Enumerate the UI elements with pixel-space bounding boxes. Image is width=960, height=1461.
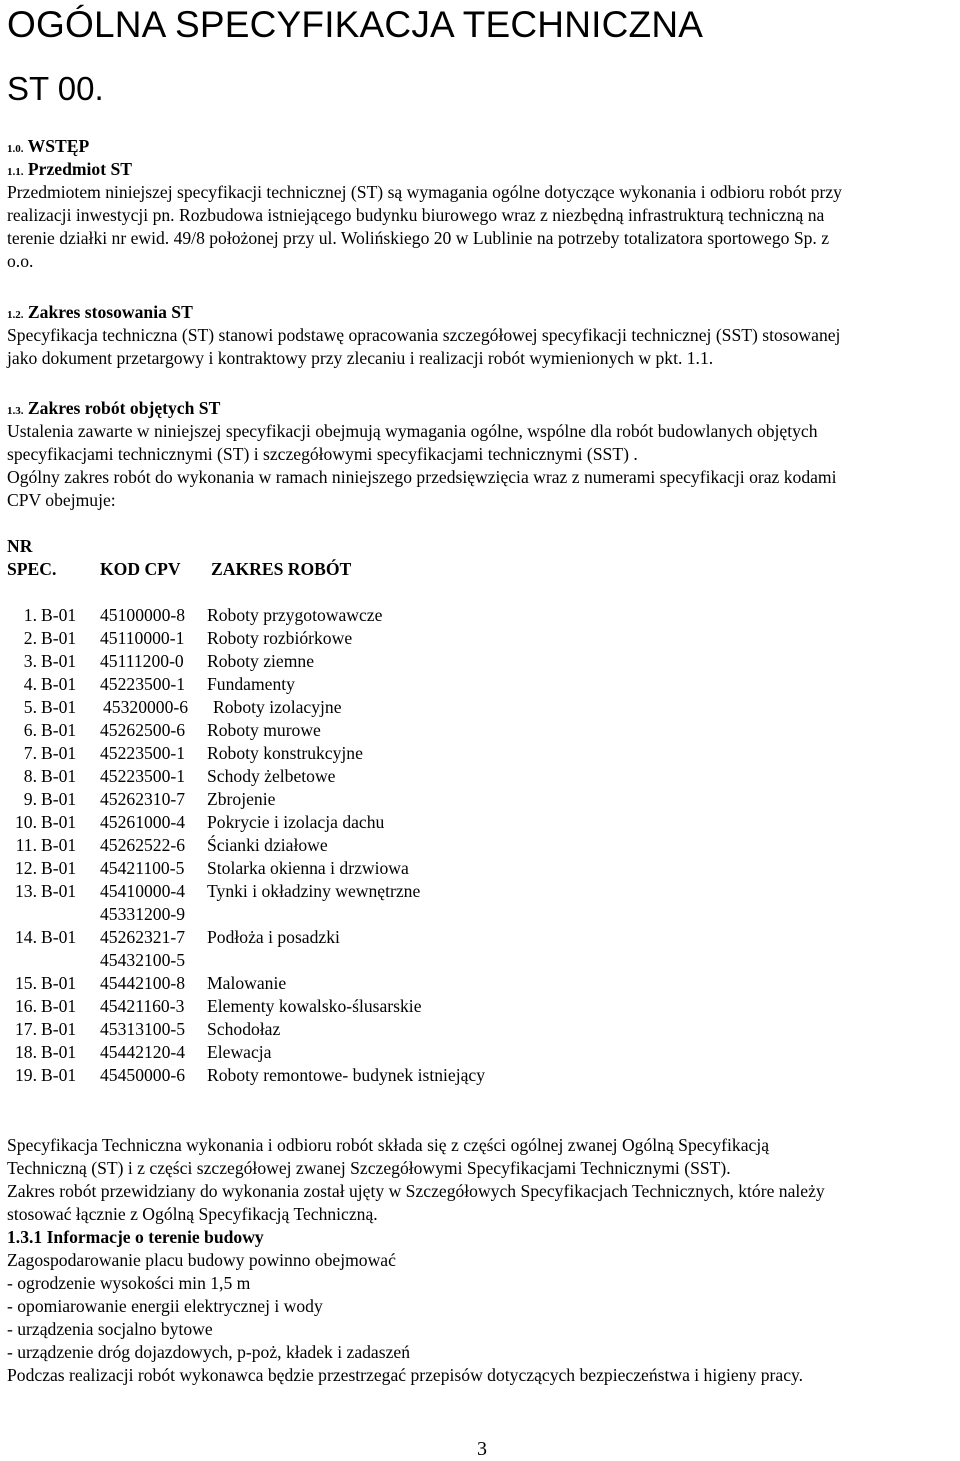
row-description: Podłoża i posadzki xyxy=(207,927,340,947)
row-number: 2. xyxy=(23,628,37,648)
list-item: - urządzenia socjalno bytowe xyxy=(7,1319,213,1339)
table-row xyxy=(7,696,607,719)
row-cpv-code: 45100000-8 xyxy=(100,605,186,625)
row-number: 13. xyxy=(15,881,37,901)
paragraph-line: Podczas realizacji robót wykonawca będzie przestrzegać przepisów dotyczących bezpieczeństwa i higieny pracy. xyxy=(7,1365,804,1385)
row-spec-code: B-01 xyxy=(41,812,77,832)
row-number: 8. xyxy=(23,766,37,786)
table-header-spec: SPEC. xyxy=(7,559,57,579)
row-cpv-code: 45421100-5 xyxy=(100,858,185,878)
table-row xyxy=(7,650,607,673)
section-number: 1.1. xyxy=(7,166,24,178)
section-label: Zakres robót objętych ST xyxy=(27,398,221,418)
page-number: 3 xyxy=(477,1438,487,1460)
list-item: - opomiarowanie energii elektrycznej i wody xyxy=(7,1296,323,1316)
row-description: Stolarka okienna i drzwiowa xyxy=(207,858,409,878)
structure-paragraph xyxy=(7,1134,955,1226)
row-spec-code: B-01 xyxy=(41,789,77,809)
row-spec-code: B-01 xyxy=(41,835,77,855)
table-row xyxy=(7,995,607,1018)
row-cpv-code: 45223500-1 xyxy=(100,743,186,763)
row-number: 5. xyxy=(23,697,37,717)
row-spec-code: B-01 xyxy=(41,697,77,717)
section-1-3-1-heading: 1.3.1 Informacje o terenie budowy xyxy=(7,1227,264,1247)
row-spec-code: B-01 xyxy=(41,1065,77,1085)
paragraph-line: specyfikacjami technicznymi (ST) i szczegółowymi specyfikacjami technicznymi (SST) . xyxy=(7,444,638,464)
row-number: 14. xyxy=(15,927,37,947)
section-label: WSTĘP xyxy=(27,136,90,156)
row-description: Schody żelbetowe xyxy=(207,766,336,786)
row-description: Pokrycie i izolacja dachu xyxy=(207,812,385,832)
row-cpv-code: 45223500-1 xyxy=(100,674,186,694)
row-number: 7. xyxy=(23,743,37,763)
row-cpv-code: 45450000-6 xyxy=(100,1065,186,1085)
row-description: Roboty przygotowawcze xyxy=(207,605,383,625)
table-row xyxy=(7,857,607,880)
table-row xyxy=(7,742,607,765)
table-row xyxy=(7,673,607,696)
section-number: 1.3. xyxy=(7,405,24,417)
section-label: Zakres stosowania ST xyxy=(27,302,193,322)
paragraph-line: CPV obejmuje: xyxy=(7,490,116,510)
table-row xyxy=(7,972,607,995)
row-spec-code: B-01 xyxy=(41,628,77,648)
row-spec-code: B-01 xyxy=(41,927,77,947)
row-number: 9. xyxy=(23,789,37,809)
table-row xyxy=(7,1064,607,1087)
table-row xyxy=(7,834,607,857)
paragraph-line: Zakres robót przewidziany do wykonania został ujęty w Szczegółowych Specyfikacjach Technicznych, które należy xyxy=(7,1181,825,1201)
row-description: Fundamenty xyxy=(207,674,295,694)
paragraph-line: Techniczną (ST) i z części szczegółowej zwanej Szczegółowymi Specyfikacjami Technicznymi (SST). xyxy=(7,1158,731,1178)
row-description: Roboty remontowe- budynek istniejący xyxy=(207,1065,486,1085)
section-1-3-1-body xyxy=(7,1249,955,1387)
paragraph-line: Specyfikacja techniczna (ST) stanowi podstawę opracowania szczegółowej specyfikacji technicznej (SST) stosowanej xyxy=(7,325,841,345)
row-number: 17. xyxy=(15,1019,37,1039)
table-row xyxy=(7,880,607,903)
row-cpv-code: 45320000-6 xyxy=(103,697,189,717)
row-spec-code: B-01 xyxy=(41,973,77,993)
table-row xyxy=(7,903,607,926)
row-description: Roboty izolacyjne xyxy=(213,697,342,717)
row-number: 3. xyxy=(23,651,37,671)
section-label: Przedmiot ST xyxy=(27,159,132,179)
row-cpv-code: 45331200-9 xyxy=(100,904,186,924)
paragraph-line: Ustalenia zawarte w niniejszej specyfikacji obejmują wymagania ogólne, wspólne dla robót budowlanych objętych xyxy=(7,421,818,441)
table-row xyxy=(7,1018,607,1041)
row-cpv-code: 45262522-6 xyxy=(100,835,186,855)
paragraph-line: terenie działki nr ewid. 49/8 położonej przy ul. Wolińskiego 20 w Lublinie na potrzeby totalizatora sportowego Sp. z xyxy=(7,228,830,248)
row-description: Roboty rozbiórkowe xyxy=(207,628,353,648)
row-description: Schodołaz xyxy=(207,1019,281,1039)
table-row xyxy=(7,949,607,972)
paragraph-line: realizacji inwestycji pn. Rozbudowa istniejącego budynku biurowego wraz z niezbędną infrastrukturą techniczną na xyxy=(7,205,825,225)
row-cpv-code: 45262500-6 xyxy=(100,720,186,740)
row-description: Zbrojenie xyxy=(207,789,276,809)
table-row xyxy=(7,926,607,949)
table-header-cpv: KOD CPV xyxy=(100,559,181,579)
section-number: 1.2. xyxy=(7,309,24,321)
table-row xyxy=(7,604,607,627)
row-spec-code: B-01 xyxy=(41,766,77,786)
paragraph-line: Przedmiotem niniejszej specyfikacji technicznej (ST) są wymagania ogólne dotyczące wykonania i odbioru robót przy xyxy=(7,182,842,202)
table-row xyxy=(7,788,607,811)
row-spec-code: B-01 xyxy=(41,1019,77,1039)
row-cpv-code: 45421160-3 xyxy=(100,996,185,1016)
row-cpv-code: 45262321-7 xyxy=(100,927,186,947)
row-description: Roboty konstrukcyjne xyxy=(207,743,363,763)
row-number: 1. xyxy=(23,605,37,625)
row-spec-code: B-01 xyxy=(41,720,77,740)
row-spec-code: B-01 xyxy=(41,858,77,878)
row-cpv-code: 45410000-4 xyxy=(100,881,186,901)
section-1-1-body xyxy=(7,181,955,273)
row-description: Tynki i okładziny wewnętrzne xyxy=(207,881,421,901)
row-spec-code: B-01 xyxy=(41,996,77,1016)
table-row xyxy=(7,811,607,834)
paragraph-line: stosować łącznie z Ogólną Specyfikacją Techniczną. xyxy=(7,1204,378,1224)
table-header-nr: NR xyxy=(7,536,33,556)
document-subtitle: ST 00. xyxy=(7,70,104,107)
row-number: 10. xyxy=(15,812,37,832)
row-spec-code: B-01 xyxy=(41,674,77,694)
section-number: 1.0. xyxy=(7,143,24,155)
table-header-row xyxy=(7,558,607,581)
row-cpv-code: 45111200-0 xyxy=(100,651,184,671)
row-cpv-code: 45442100-8 xyxy=(100,973,186,993)
row-number: 6. xyxy=(23,720,37,740)
document-title: OGÓLNA SPECYFIKACJA TECHNICZNA xyxy=(7,4,704,45)
row-cpv-code: 45442120-4 xyxy=(100,1042,186,1062)
paragraph-line: Ogólny zakres robót do wykonania w ramach niniejszego przedsięwzięcia wraz z numerami specyfikacji oraz kodami xyxy=(7,467,837,487)
row-description: Roboty murowe xyxy=(207,720,321,740)
row-spec-code: B-01 xyxy=(41,743,77,763)
row-spec-code: B-01 xyxy=(41,881,77,901)
list-item: - urządzenie dróg dojazdowych, p-poż, kładek i zadaszeń xyxy=(7,1342,411,1362)
row-description: Malowanie xyxy=(207,973,287,993)
row-spec-code: B-01 xyxy=(41,651,77,671)
row-description: Ścianki działowe xyxy=(207,835,328,855)
row-number: 19. xyxy=(15,1065,37,1085)
table-row xyxy=(7,719,607,742)
paragraph-line: Zagospodarowanie placu budowy powinno obejmować xyxy=(7,1250,396,1270)
row-number: 4. xyxy=(23,674,37,694)
section-1-2-body xyxy=(7,324,955,370)
row-spec-code: B-01 xyxy=(41,605,77,625)
table-header-scope: ZAKRES ROBÓT xyxy=(211,559,352,579)
row-cpv-code: 45110000-1 xyxy=(100,628,185,648)
row-spec-code: B-01 xyxy=(41,1042,77,1062)
row-number: 12. xyxy=(15,858,37,878)
row-cpv-code: 45432100-5 xyxy=(100,950,186,970)
row-description: Elementy kowalsko-ślusarskie xyxy=(207,996,422,1016)
table-row xyxy=(7,765,607,788)
paragraph-line: o.o. xyxy=(7,251,34,271)
paragraph-line: Specyfikacja Techniczna wykonania i odbioru robót składa się z części ogólnej zwanej Ogólną Specyfikacją xyxy=(7,1135,770,1155)
row-description: Roboty ziemne xyxy=(207,651,315,671)
row-cpv-code: 45313100-5 xyxy=(100,1019,186,1039)
row-cpv-code: 45223500-1 xyxy=(100,766,186,786)
row-description: Elewacja xyxy=(207,1042,272,1062)
table-row xyxy=(7,1041,607,1064)
table-row xyxy=(7,627,607,650)
list-item: - ogrodzenie wysokości min 1,5 m xyxy=(7,1273,251,1293)
section-1-3-body xyxy=(7,420,955,512)
row-number: 11. xyxy=(15,835,37,855)
row-number: 18. xyxy=(15,1042,37,1062)
row-number: 15. xyxy=(15,973,37,993)
row-cpv-code: 45262310-7 xyxy=(100,789,186,809)
paragraph-line: jako dokument przetargowy i kontraktowy przy zlecaniu i realizacji robót wymienionych w pkt. 1.1. xyxy=(7,348,714,368)
row-number: 16. xyxy=(15,996,37,1016)
row-cpv-code: 45261000-4 xyxy=(100,812,186,832)
